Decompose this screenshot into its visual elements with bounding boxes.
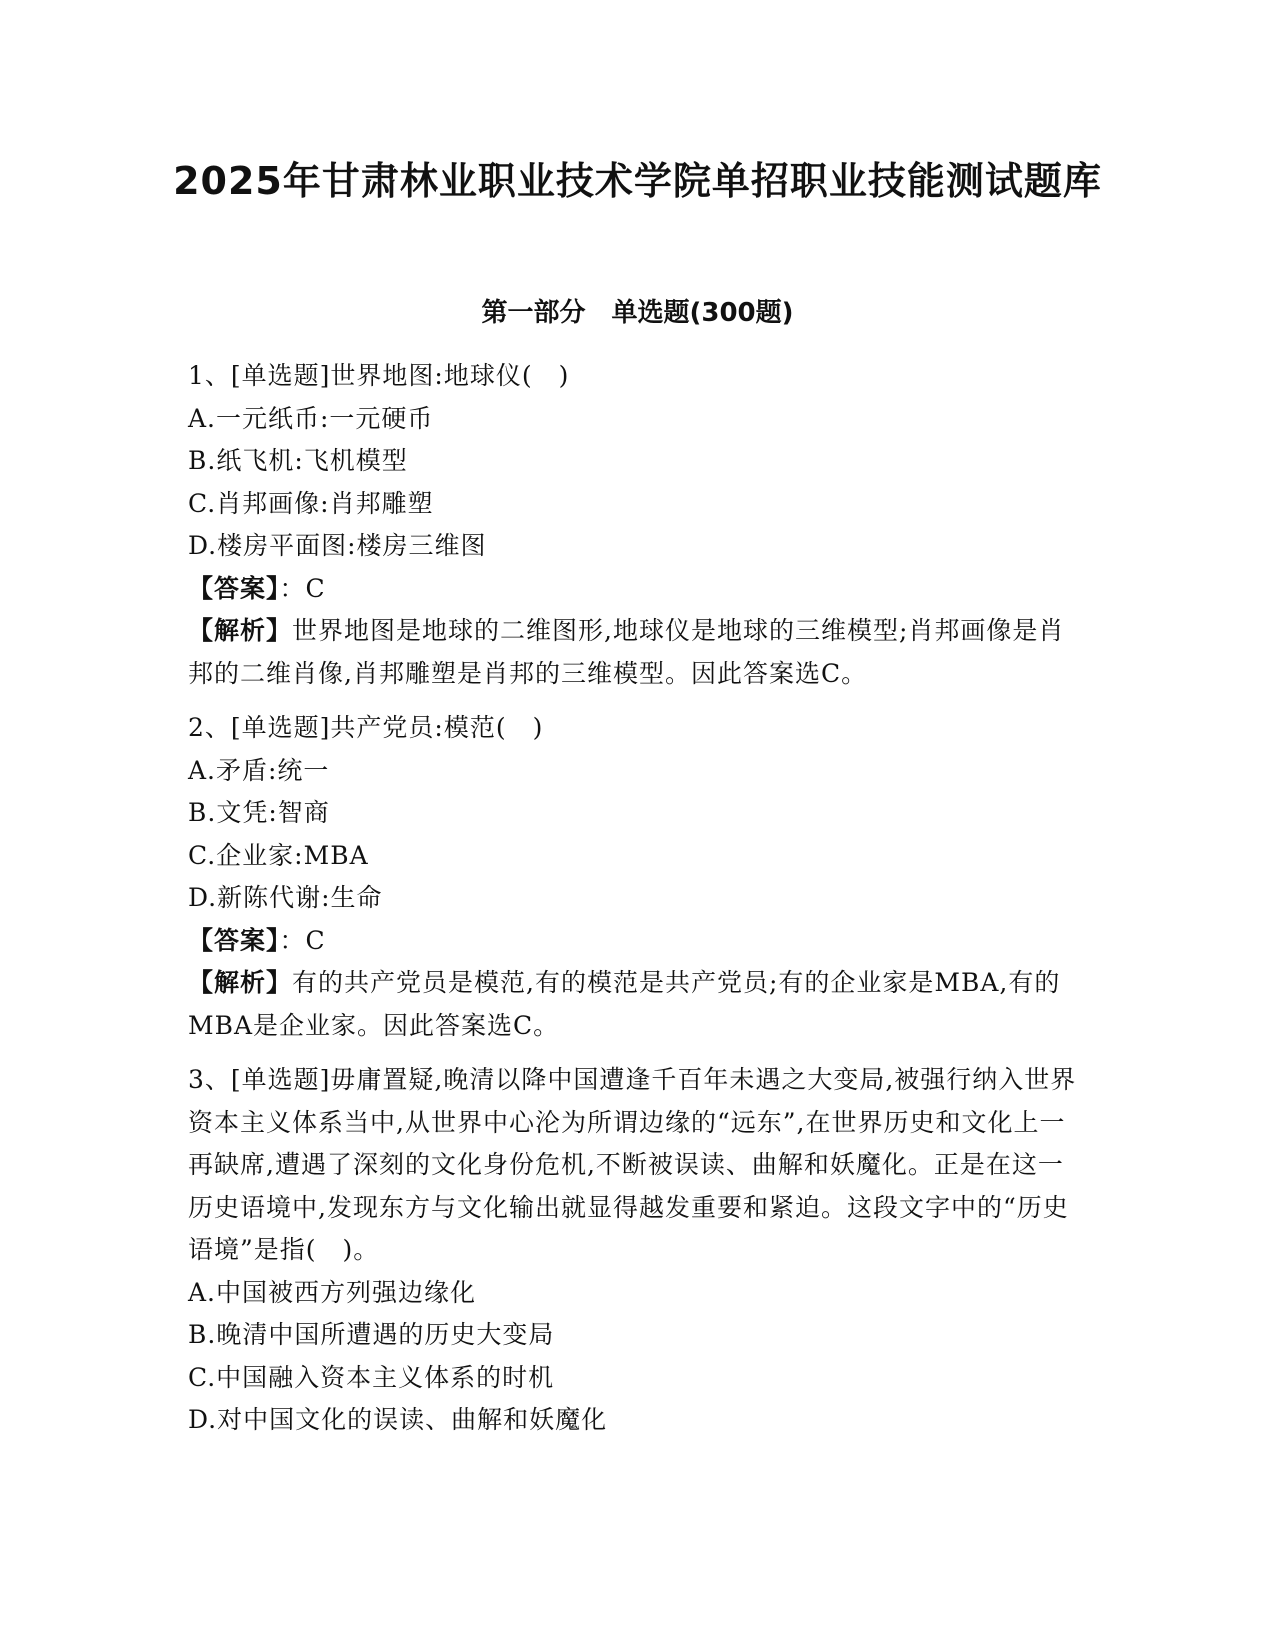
question-1	[188, 355, 1088, 695]
answer-line	[188, 920, 1088, 963]
analysis-text: 世界地图是地球的二维图形,地球仪是地球的三维模型;肖邦画像是肖邦的二维肖像,肖邦雕塑是肖邦的三维模型。因此答案选C。	[188, 616, 1065, 688]
question-stem: 2、[单选题]共产党员:模范( )	[188, 713, 544, 742]
option-c: C.中国融入资本主义体系的时机	[188, 1362, 555, 1392]
option-c: C.企业家:MBA	[188, 840, 369, 870]
option-d: D.楼房平面图:楼房三维图	[188, 531, 487, 560]
option-c: C.肖邦画像:肖邦雕塑	[188, 488, 434, 518]
question-stem: 3、[单选题]毋庸置疑,晚清以降中国遭逢千百年未遇之大变局,被强行纳入世界资本主义体系当中,从世界中心沦为所谓边缘的“远东”,在世界历史和文化上一再缺席,遭遇了深刻的文化身份危机,不断被误读、曲解和妖魔化。正是在这一历史语境中,发现东方与文化输出就显得越发重要和紧迫。这段文字中的“历史语境”是指( )。	[188, 1065, 1077, 1264]
analysis-text: 有的共产党员是模范,有的模范是共产党员;有的企业家是MBA,有的MBA是企业家。因此答案选C。	[188, 968, 1061, 1040]
analysis-line	[188, 962, 1088, 1047]
option-a: A.一元纸币:一元硬币	[188, 403, 434, 433]
section-title: 第一部分 单选题(300题)	[481, 298, 794, 328]
question-2	[188, 707, 1088, 1047]
answer-label: 【答案】	[188, 573, 280, 603]
option-b: B.纸飞机:飞机模型	[188, 446, 408, 475]
question-list	[188, 355, 1088, 1454]
answer-value: ：C	[279, 925, 326, 955]
option-b: B.文凭:智商	[188, 798, 330, 827]
option-d: D.新陈代谢:生命	[188, 883, 383, 912]
analysis-label: 【解析】	[188, 968, 293, 997]
option-a: A.中国被西方列强边缘化	[188, 1277, 477, 1307]
option-d: D.对中国文化的误读、曲解和妖魔化	[188, 1405, 608, 1434]
option-a: A.矛盾:统一	[188, 755, 330, 785]
analysis-line	[188, 610, 1088, 695]
analysis-label: 【解析】	[188, 616, 293, 645]
question-3	[188, 1059, 1088, 1442]
document-title: 2025年甘肃林业职业技术学院单招职业技能测试题库	[173, 159, 1102, 203]
answer-line	[188, 568, 1088, 611]
question-stem: 1、[单选题]世界地图:地球仪( )	[188, 361, 570, 390]
answer-value: ：C	[279, 573, 326, 603]
answer-label: 【答案】	[188, 925, 280, 955]
option-b: B.晚清中国所遭遇的历史大变局	[188, 1320, 555, 1349]
